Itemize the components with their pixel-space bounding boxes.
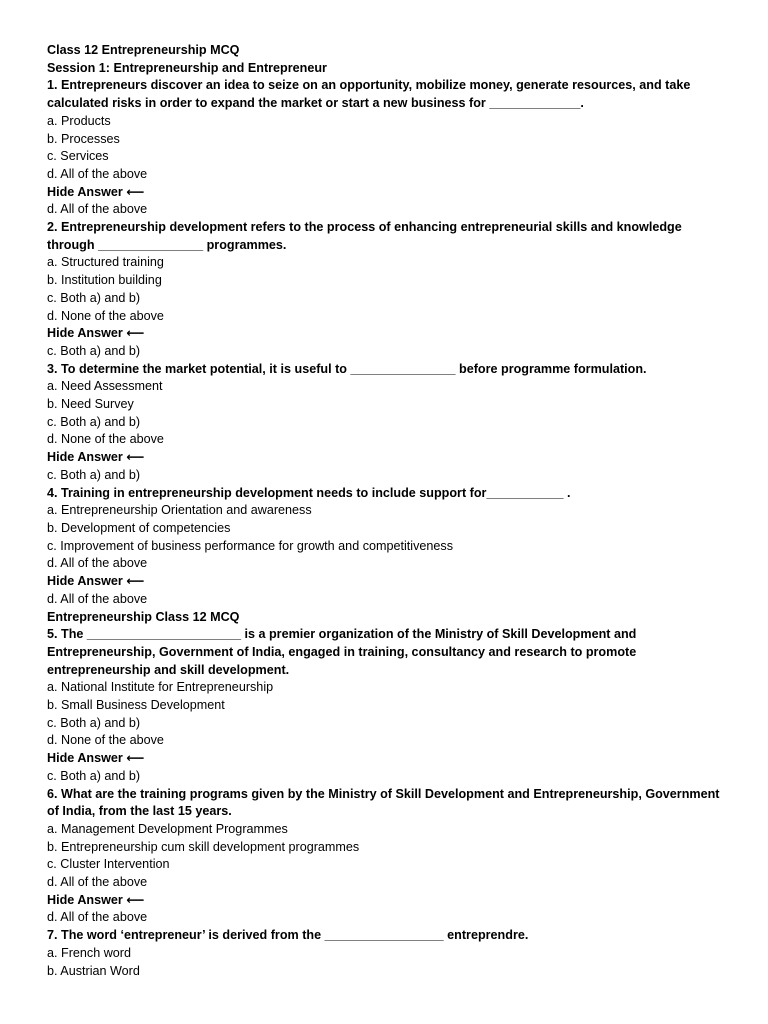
question-block: [47, 361, 728, 485]
hide-answer-label: Hide Answer: [47, 751, 123, 766]
question-text: 6. What are the training programs given by the Ministry of Skill Development and Entrepreneurship, Government of India, from the last 15 years.: [47, 786, 720, 819]
question-list: [47, 77, 728, 980]
hide-answer-toggle[interactable]: [47, 184, 728, 202]
answer-option: b. Austrian Word: [47, 963, 140, 978]
answer-option: c. Both a) and b): [47, 715, 141, 730]
answer-option: d. None of the above: [47, 432, 164, 447]
answer-option: c. Services: [47, 149, 109, 164]
question-block: [47, 485, 728, 609]
hide-answer-toggle[interactable]: [47, 573, 728, 591]
question-block: [47, 609, 728, 786]
question-block: [47, 219, 728, 361]
question-block: [47, 77, 728, 219]
left-arrow-icon: ⟵: [126, 751, 145, 766]
hide-answer-label: Hide Answer: [47, 892, 123, 907]
correct-answer: c. Both a) and b): [47, 467, 141, 482]
question-text: 1. Entrepreneurs discover an idea to seize on an opportunity, mobilize money, generate resources, and take calculated risks in order to expand the market or start a new business for _____________.: [47, 78, 691, 111]
hide-answer-label: Hide Answer: [47, 184, 123, 199]
answer-option: d. None of the above: [47, 308, 164, 323]
correct-answer: c. Both a) and b): [47, 343, 141, 358]
answer-option: a. National Institute for Entrepreneurship: [47, 680, 274, 695]
answer-option: c. Both a) and b): [47, 290, 141, 305]
answer-option: a. Structured training: [47, 255, 164, 270]
document-title: Class 12 Entrepreneurship MCQ: [47, 43, 240, 57]
answer-option: d. All of the above: [47, 166, 148, 181]
answer-option: d. All of the above: [47, 556, 148, 571]
answer-option: c. Both a) and b): [47, 414, 141, 429]
hide-answer-toggle[interactable]: [47, 449, 728, 467]
answer-option: b. Need Survey: [47, 397, 134, 412]
answer-option: a. French word: [47, 945, 131, 960]
hide-answer-label: Hide Answer: [47, 326, 123, 341]
answer-option: c. Cluster Intervention: [47, 857, 170, 872]
question-block: [47, 786, 728, 928]
hide-answer-label: Hide Answer: [47, 574, 123, 589]
answer-option: c. Improvement of business performance for growth and competitiveness: [47, 538, 453, 553]
hide-answer-toggle[interactable]: [47, 325, 728, 343]
correct-answer: d. All of the above: [47, 910, 148, 925]
answer-option: d. None of the above: [47, 733, 164, 748]
answer-option: a. Products: [47, 113, 111, 128]
question-text: 7. The word ‘entrepreneur’ is derived from the _________________ entreprendre.: [47, 928, 529, 943]
section-heading: Entrepreneurship Class 12 MCQ: [47, 609, 240, 624]
hide-answer-toggle[interactable]: [47, 892, 728, 910]
left-arrow-icon: ⟵: [126, 892, 145, 907]
question-text: 2. Entrepreneurship development refers to the process of enhancing entrepreneurial skills and knowledge through _______________ programmes.: [47, 220, 682, 252]
correct-answer: d. All of the above: [47, 202, 148, 217]
question-block: [47, 927, 728, 980]
answer-option: b. Development of competencies: [47, 520, 231, 535]
answer-option: d. All of the above: [47, 875, 148, 890]
left-arrow-icon: ⟵: [126, 574, 145, 589]
answer-option: b. Processes: [47, 131, 120, 146]
answer-option: a. Management Development Programmes: [47, 821, 288, 836]
session-heading: Session 1: Entrepreneurship and Entrepreneur: [47, 60, 327, 75]
left-arrow-icon: ⟵: [126, 184, 145, 199]
left-arrow-icon: ⟵: [126, 450, 145, 465]
left-arrow-icon: ⟵: [126, 326, 145, 341]
hide-answer-toggle[interactable]: [47, 750, 728, 768]
correct-answer: c. Both a) and b): [47, 768, 141, 783]
question-text: 5. The ______________________ is a premier organization of the Ministry of Skill Development and Entrepreneurship, Government of India, engaged in training, consultancy and research to promote entrepreneurship and skill development.: [47, 627, 637, 677]
question-text: 4. Training in entrepreneurship development needs to include support for___________ .: [47, 485, 571, 500]
correct-answer: d. All of the above: [47, 591, 148, 606]
hide-answer-label: Hide Answer: [47, 450, 123, 465]
question-text: 3. To determine the market potential, it is useful to _______________ before programme formulation.: [47, 361, 647, 376]
answer-option: b. Entrepreneurship cum skill development programmes: [47, 839, 360, 854]
answer-option: b. Institution building: [47, 273, 162, 288]
answer-option: b. Small Business Development: [47, 698, 225, 713]
answer-option: a. Need Assessment: [47, 379, 163, 394]
answer-option: a. Entrepreneurship Orientation and awareness: [47, 503, 312, 518]
